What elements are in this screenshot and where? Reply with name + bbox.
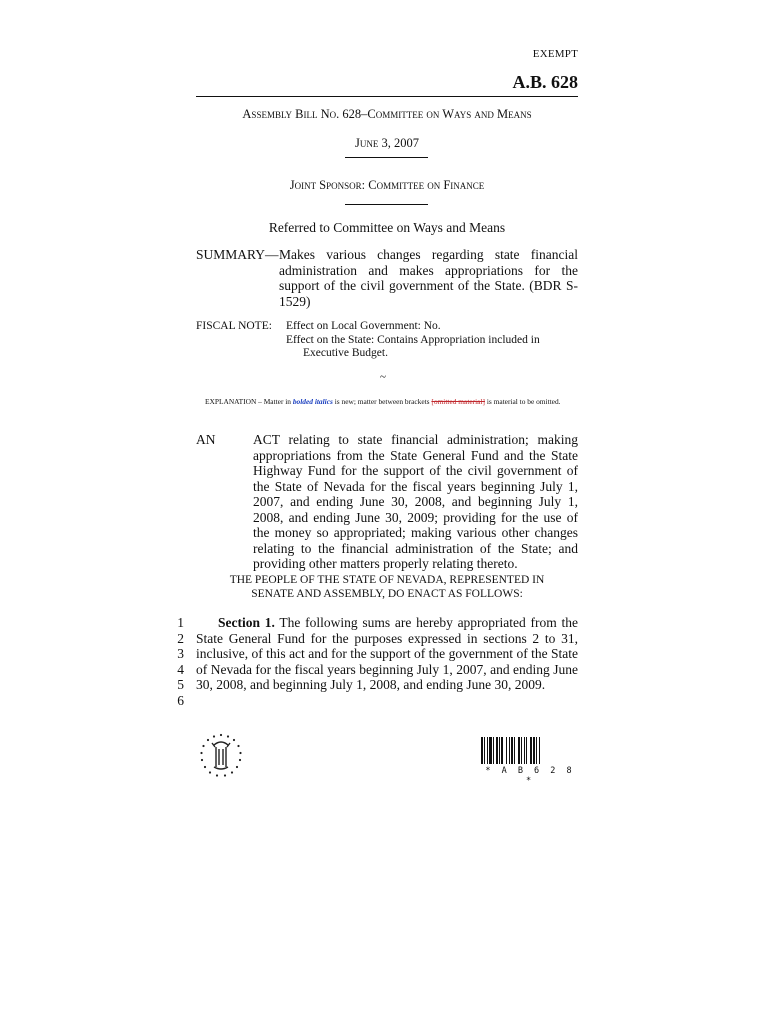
barcode-text: * A B 6 2 8 * (485, 766, 575, 786)
barcode-bar (521, 737, 522, 764)
divider-short (345, 157, 428, 158)
section-1-heading: Section 1. (218, 615, 275, 630)
section-1 (196, 615, 578, 693)
barcode-bar (501, 737, 503, 764)
barcode-bar (509, 737, 510, 764)
barcode-bar (524, 737, 525, 764)
line-number: 1 (177, 615, 184, 630)
barcode-bar (511, 737, 513, 764)
line-number: 4 (177, 661, 184, 677)
summary-text: Makes various changes regarding state financial administration and makes appropriations for the support of the civil government of the State. (BDR S-1529) (279, 247, 578, 309)
divider-short (345, 204, 428, 205)
act-block (196, 432, 578, 572)
explanation-note (205, 397, 575, 406)
act-text: ACT relating to state financial administration; making appropriations from the State General Fund and the State Highway Fund for the support of the civil government of the State of Nevada for the fiscal years beginning July 1, 2007, and ending June 30, 2008, and beginning July 1, 2008, and ending June 30, 2009; providing for the use of the money so appropriated; making various other changes relating to the financial administration of the State; and providing other matters properly relating thereto. (253, 432, 578, 571)
barcode-bar (530, 737, 532, 764)
state-seal-icon (196, 731, 246, 781)
fiscal-note-label: FISCAL NOTE: (196, 320, 272, 332)
barcode-bar (481, 737, 483, 764)
barcode-bar (539, 737, 540, 764)
line-number: 5 (177, 677, 184, 692)
enacting-clause-line1: THE PEOPLE OF THE STATE OF NEVADA, REPRESENTED IN (229, 574, 545, 586)
barcode-bar (536, 737, 537, 764)
explanation-omitted: [omitted material] (431, 397, 485, 406)
explanation-bold-italics: bolded italics (292, 397, 333, 406)
bill-title: Assembly Bill No. 628–Committee on Ways and Means (242, 107, 532, 121)
fiscal-note-state-cont: Executive Budget. (303, 347, 388, 359)
barcode-bar (493, 737, 494, 764)
explanation-suffix: is material to be omitted. (484, 397, 561, 406)
section-1-text: The following sums are hereby appropriated from the State General Fund for the purposes expressed in sections 2 to 31, inclusive, of this act and for the support of the government of the State of Nevada for the fiscal years beginning July 1, 2007, and ending June 30, 2008, and beginning July 1, 2008, and ending June 30, 2009. (196, 615, 579, 692)
line-number: 3 (177, 646, 184, 661)
act-an: AN (196, 432, 216, 447)
bill-number: A.B. 628 (512, 72, 578, 92)
enacting-clause-line2: SENATE AND ASSEMBLY, DO ENACT AS FOLLOWS: (251, 587, 523, 600)
joint-sponsor: Joint Sponsor: Committee on Finance (289, 178, 485, 192)
fiscal-note-block (196, 320, 578, 361)
summary-block (196, 247, 578, 309)
line-number: 6 (177, 692, 184, 708)
barcode-bar (533, 737, 535, 764)
header-rule (196, 96, 578, 97)
barcode-bar (526, 737, 527, 764)
barcode-bar (499, 737, 500, 764)
barcode-bar (487, 737, 488, 764)
summary-label: SUMMARY— (196, 247, 279, 262)
line-number: 2 (177, 630, 184, 646)
fiscal-note-local: Effect on Local Government: No. (286, 320, 441, 332)
barcode-bar (489, 737, 492, 764)
line-numbers (172, 615, 184, 708)
explanation-prefix: EXPLANATION – Matter in (205, 397, 293, 406)
referred-to: Referred to Committee on Ways and Means (268, 220, 506, 235)
separator-tilde: ~ (380, 371, 386, 383)
enacting-clause (196, 574, 578, 601)
explanation-middle: is new; matter between brackets (332, 397, 432, 406)
barcode-bar (484, 737, 485, 764)
bill-date: June 3, 2007 (355, 136, 419, 150)
barcode-bar (496, 737, 498, 764)
barcode-bar (514, 737, 515, 764)
exempt-label: EXEMPT (532, 48, 578, 60)
barcode-bar (518, 737, 520, 764)
barcode-bar (506, 737, 507, 764)
barcode-icon (481, 737, 579, 764)
fiscal-note-state: Effect on the State: Contains Appropriation included in (286, 333, 540, 346)
